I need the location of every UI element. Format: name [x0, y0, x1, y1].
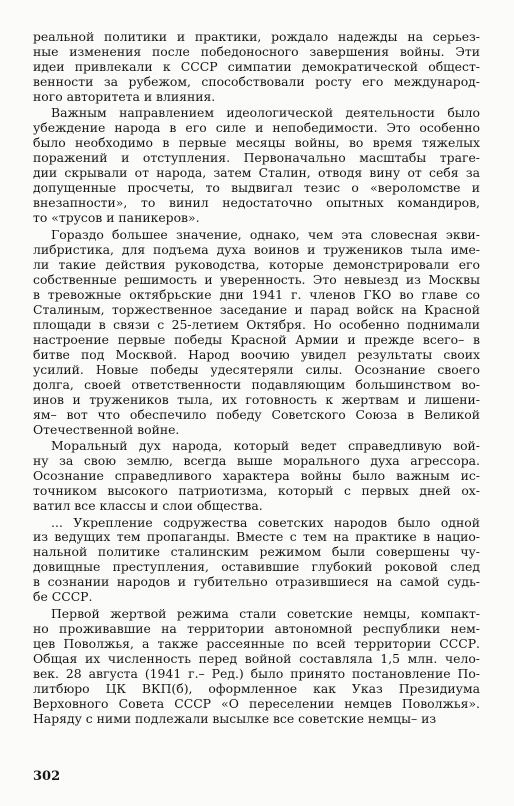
paragraph	[33, 438, 480, 513]
text-line: Наряду с ними подлежали высылке все советские немцы– из	[33, 710, 437, 726]
text-line: Верховного Совета СССР «О переселении немцев Поволжья».	[33, 695, 480, 711]
text-line: но проживавшие на территории автономной республики нем-	[33, 620, 480, 636]
text-line: внезапности», то винил недостаточно опытных командиров,	[33, 195, 480, 211]
text-line: было необходимо в первые месяцы войны, во время тяжелых	[33, 135, 480, 151]
text-line: долга, своей ответственности подавляющим большинством во-	[33, 376, 480, 392]
text-line: площади в связи с 25-летием Октября. Но особенно поднимали	[33, 316, 480, 332]
text-line: в сознании народов и губительно отразившиеся на самой судь-	[33, 574, 480, 590]
page-number: 302	[33, 769, 61, 784]
text-line: в тревожные октябрьские дни 1941 г. членов ГКО во главе со	[33, 286, 480, 302]
text-line: Осознание справедливого характера войны было важным ис-	[33, 468, 480, 484]
text-line: то «трусов и паникеров».	[33, 210, 200, 226]
text-line: Моральный дух народа, который ведет справедливую вой-	[51, 438, 480, 454]
text-line: собственные решимость и уверенность. Это невыезд из Москвы	[33, 271, 480, 287]
text-line: поражений и отступления. Первоначально масштабы траге-	[33, 150, 480, 166]
text-line: ного авторитета и влияния.	[33, 88, 216, 104]
body-text	[33, 29, 480, 727]
text-line: литбюро ЦК ВКП(б), оформленное как Указ Президиума	[33, 680, 480, 696]
text-line: нальной политике сталинским режимом были совершены чу-	[33, 544, 480, 560]
text-line: инов и тружеников тыла, их готовность к жертвам и лишени-	[33, 391, 480, 407]
text-line: век. 28 августа (1941 г.– Ред.) было принято постановление По-	[33, 665, 480, 681]
paragraph	[33, 105, 480, 225]
text-line: Первой жертвой режима стали советские немцы, компакт-	[51, 605, 480, 621]
text-line: довищные преступления, оставившие глубокий роковой след	[33, 559, 480, 575]
text-line: убеждение народа в его силе и непобедимости. Это особенно	[33, 120, 480, 136]
text-line: бе СССР.	[33, 589, 93, 605]
text-line: точником высокого патриотизма, который с первых дней ох-	[33, 483, 480, 499]
paragraph	[33, 29, 480, 104]
text-line: ну за свою землю, всегда выше морального духа агрессора.	[33, 453, 480, 469]
text-line: Важным направлением идеологической деятельности было	[51, 105, 480, 121]
text-line: либристика, для подъема духа воинов и тружеников тыла име-	[33, 241, 480, 257]
text-line: ватил все классы и слои общества.	[33, 498, 263, 513]
text-line: ям– вот что обеспечило победу Советского Союза в Великой	[33, 406, 480, 422]
text-line: идеи привлекали к СССР симпатии демократической общест-	[33, 58, 480, 74]
text-line: реальной политики и практики, рождало надежды на серьез-	[33, 29, 480, 44]
text-line: венности за рубежом, способствовали росту его международ-	[33, 73, 480, 89]
text-line: допущенные просчеты, то выдвигал тезис о «вероломстве и	[33, 180, 480, 196]
text-line: ные изменения после победоносного завершения войны. Эти	[33, 43, 480, 59]
text-line: Гораздо большее значение, однако, чем эта словесная экви-	[51, 226, 480, 242]
text-line: Сталиным, торжественное заседание и парад войск на Красной	[33, 301, 480, 317]
paragraph	[33, 606, 480, 726]
text-line: из ведущих тем пропаганды. Вместе с тем на практике в нацио-	[33, 529, 480, 545]
text-line: усилий. Новые победы удесятеряли силы. Осознание своего	[33, 361, 480, 377]
text-line: Общая их численность перед войной составляла 1,5 млн. чело-	[33, 650, 480, 666]
text-line: Отечественной войне.	[33, 421, 180, 437]
text-line: настроение первые победы Красной Армии и прежде всего– в	[33, 331, 480, 347]
text-line: дии скрывали от народа, затем Сталин, отводя вину от себя за	[33, 165, 480, 181]
text-line: цев Поволжья, а также рассеянные по всей территории СССР.	[33, 635, 480, 651]
paragraph	[33, 227, 480, 437]
paragraph	[33, 515, 480, 605]
text-line: битве под Москвой. Народ воочию увидел результаты своих	[33, 346, 480, 362]
text-line: ... Укрепление содружества советских народов было одной	[51, 514, 480, 530]
text-line: ли такие действия руководства, которые демонстрировали его	[33, 256, 480, 272]
